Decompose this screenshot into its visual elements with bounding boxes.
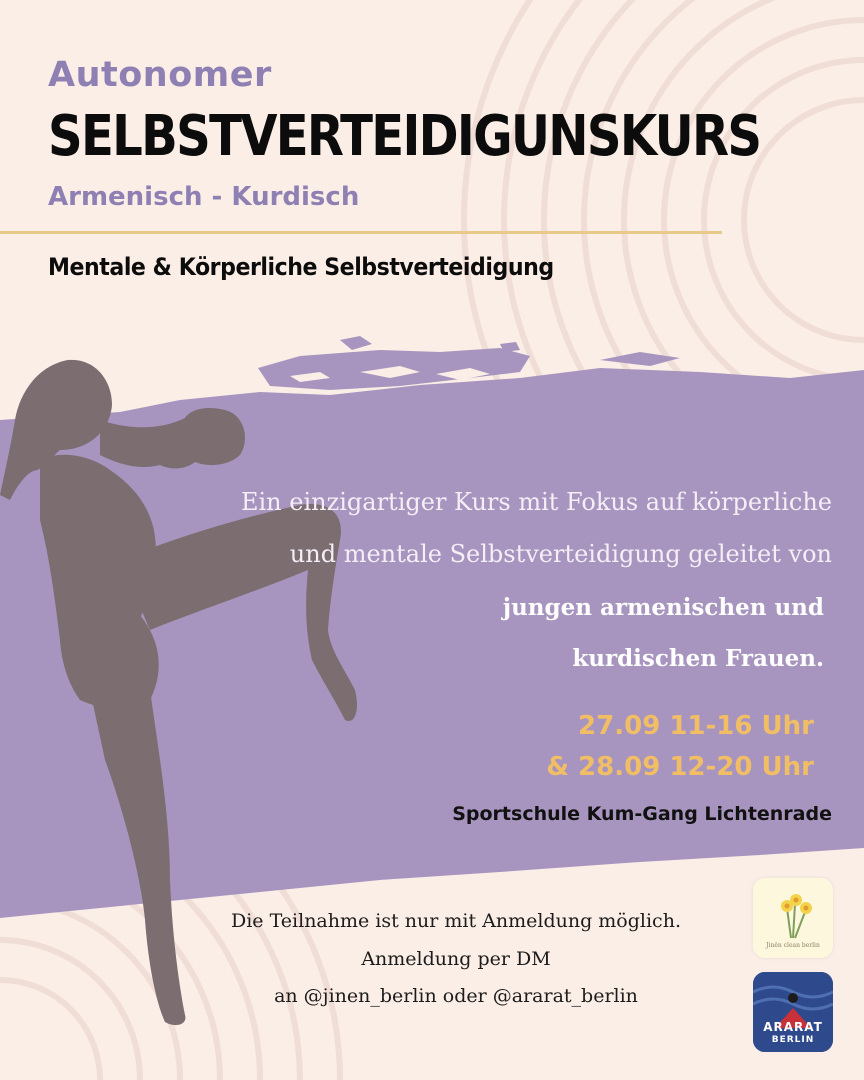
registration-line-3: an @jinen_berlin oder @ararat_berlin xyxy=(274,985,638,1007)
description-line-3: jungen armenischen und xyxy=(502,594,824,621)
date-line-1: 27.09 11-16 Uhr xyxy=(578,711,814,741)
description-line-1: Ein einzigartiger Kurs mit Fokus auf körperliche xyxy=(240,488,832,516)
jinen-logo xyxy=(753,878,833,958)
kicker-label: Autonomer xyxy=(48,55,272,95)
subtitle: Armenisch - Kurdisch xyxy=(48,182,360,212)
description-line-4: kurdischen Frauen. xyxy=(572,645,824,672)
venue: Sportschule Kum-Gang Lichtenrade xyxy=(452,803,832,825)
jinen-logo-caption: Jinên clean berlin xyxy=(766,942,820,949)
headline: SELBSTVERTEIDIGUNSKURS xyxy=(48,104,761,169)
ararat-logo xyxy=(753,972,833,1052)
ararat-logo-line-1: ARARAT xyxy=(763,1020,823,1034)
ararat-logo-line-2: BERLIN xyxy=(771,1035,815,1045)
registration-line-1: Die Teilnahme ist nur mit Anmeldung möglich. xyxy=(231,910,681,932)
date-line-2: & 28.09 12-20 Uhr xyxy=(546,752,814,782)
tagline: Mentale & Körperliche Selbstverteidigung xyxy=(48,253,554,281)
registration-line-2: Anmeldung per DM xyxy=(361,948,551,970)
description-line-2: und mentale Selbstverteidigung geleitet von xyxy=(289,540,832,568)
gold-divider xyxy=(0,231,722,234)
